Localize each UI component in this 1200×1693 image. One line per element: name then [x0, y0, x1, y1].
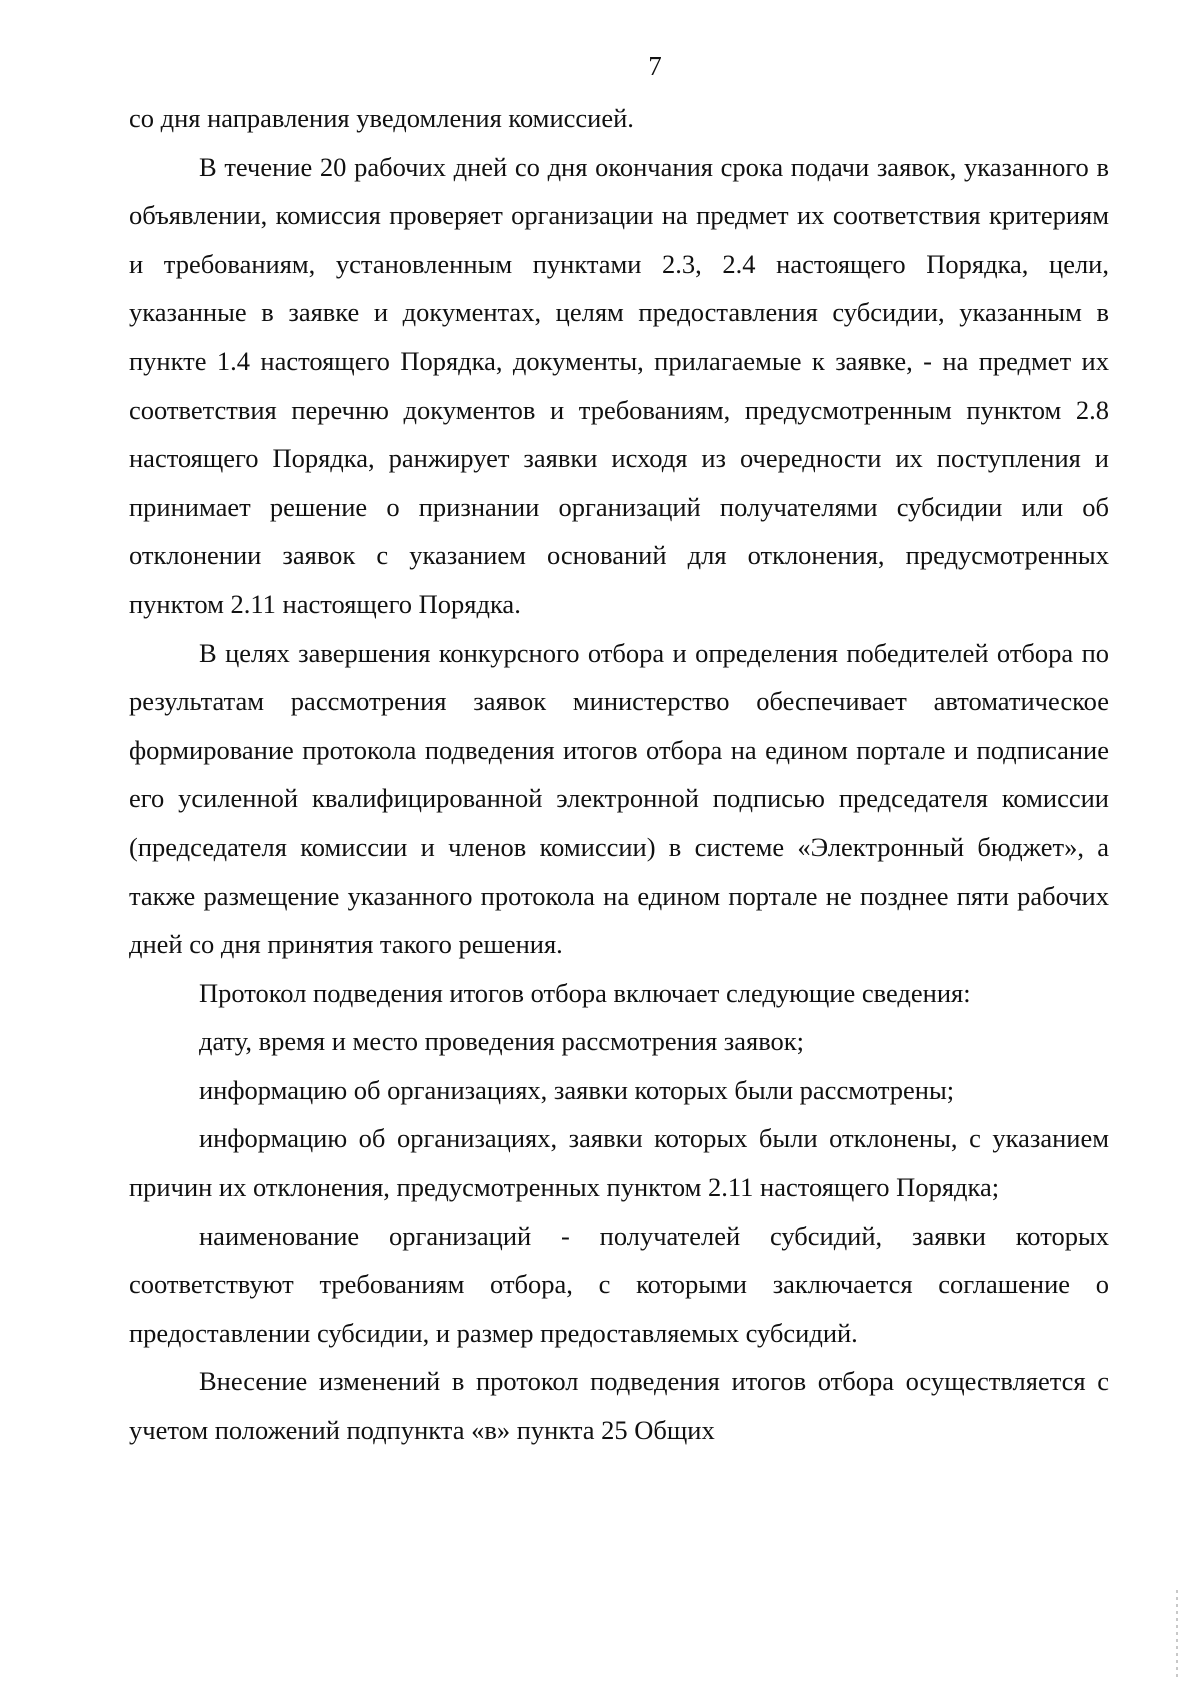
- list-item-rejected-organizations: информацию об организациях, заявки которых были отклонены, с указанием причин их отклонения, предусмотренных пунктом 2.11 настоящего Порядка;: [129, 1123, 1109, 1203]
- paragraph-selection-completion: В целях завершения конкурсного отбора и определения победителей отбора по результатам рассмотрения заявок министерство обеспечивает автоматическое формирование протокола подведения итогов отбора на едином портале и подписание его усиленной квалифицированной электронной подписью председателя комиссии (председателя комиссии и членов комиссии) в системе «Электронный бюджет», а также размещение указанного протокола на едином портале не позднее пяти рабочих дней со дня принятия такого решения.: [129, 637, 1109, 960]
- list-item-date-time-place: дату, время и место проведения рассмотрения заявок;: [199, 1026, 805, 1057]
- paragraph-protocol-contents-intro: Протокол подведения итогов отбора включает следующие сведения:: [199, 977, 971, 1008]
- list-item-reviewed-organizations: информацию об организациях, заявки которых были рассмотрены;: [199, 1074, 955, 1105]
- document-body: [129, 94, 1109, 1455]
- paragraph-review-period: В течение 20 рабочих дней со дня окончания срока подачи заявок, указанного в объявлении, комиссия проверяет организации на предмет их соответствия критериям и требованиям, установленным пунктами 2.3, 2.4 настоящего Порядка, цели, указанные в заявке и документах, целям предоставления субсидии, указанным в пункте 1.4 настоящего Порядка, документы, прилагаемые к заявке, - на предмет их соответствия перечню документов и требованиям, предусмотренным пунктом 2.8 настоящего Порядка, ранжирует заявки исходя из очередности их поступления и принимает решение о признании организаций получателями субсидии или об отклонении заявок с указанием оснований для отклонения, предусмотренных пунктом 2.11 настоящего Порядка.: [129, 151, 1109, 619]
- scan-edge-mark: [1176, 1590, 1178, 1680]
- page-number: 7: [648, 51, 662, 81]
- list-item-subsidy-recipients: наименование организаций - получателей субсидий, заявки которых соответствуют требованиям отбора, с которыми заключается соглашение о предоставлении субсидии, и размер предоставляемых субсидий.: [129, 1220, 1109, 1348]
- paragraph-protocol-amendments: Внесение изменений в протокол подведения итогов отбора осуществляется с учетом положений подпункта «в» пункта 25 Общих: [129, 1366, 1109, 1446]
- paragraph-continuation: со дня направления уведомления комиссией.: [129, 103, 634, 133]
